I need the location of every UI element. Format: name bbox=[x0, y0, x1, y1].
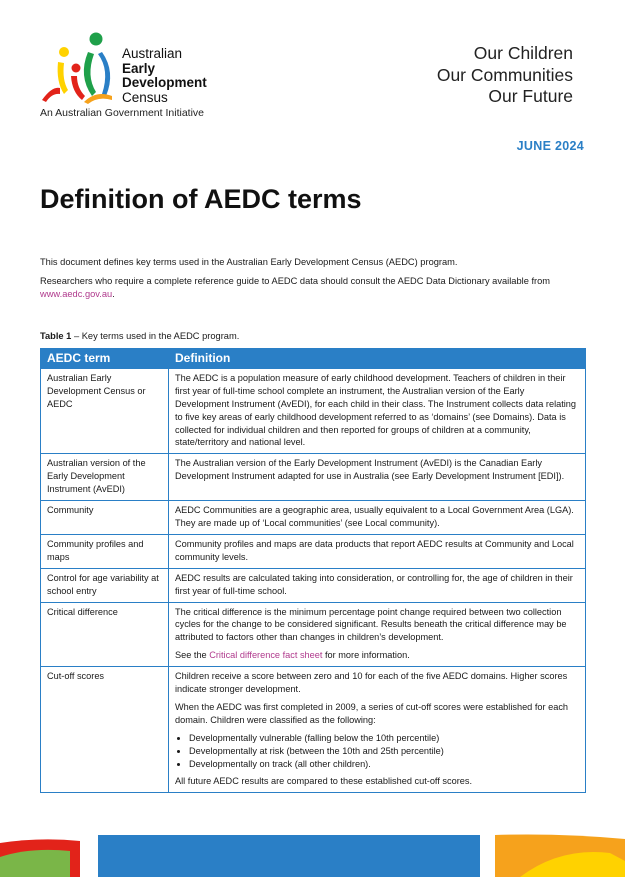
intro bbox=[40, 256, 585, 307]
definition-cell: The AEDC is a population measure of early childhood development. Teachers of children in their first year of full-time school complete an instrument, the Australian version of the Early Development Instrument (AvEDI), for each child in their class. The Instrument collects data relating to five key areas of early childhood development referred to as ‘domains’ (see Domains). Data is collected for individual children and then reported for groups of children at a community, state/territory and national level. bbox=[169, 368, 586, 453]
terms-table bbox=[40, 348, 586, 793]
logo-tagline: An Australian Government Initiative bbox=[40, 107, 205, 119]
table-row bbox=[41, 454, 586, 501]
definition-cell: The Australian version of the Early Development Instrument (AvEDI) is the Canadian Early Development Instrument adapted for use in Australia (see Early Development Instrument [EDI]). bbox=[169, 454, 586, 501]
list-item: • Developmentally on track (all other children). bbox=[189, 758, 579, 771]
definition-cell: AEDC Communities are a geographic area, usually equivalent to a Local Government Area (LGA). They are made up of ‘Local communities’ (see Local community). bbox=[169, 501, 586, 535]
table-row bbox=[41, 534, 586, 568]
logo-line-1: Australian bbox=[122, 46, 183, 61]
definition-text: The critical difference is the minimum percentage point change required between two collection cycles for the change to be considered significant. Results beneath the critical difference may be attributed to factors other than changes in children’s development. bbox=[175, 606, 567, 643]
term-cell: Cut-off scores bbox=[41, 667, 169, 793]
definition-cell bbox=[169, 602, 586, 667]
footer-color-band bbox=[0, 833, 625, 877]
table-header-row bbox=[41, 349, 586, 369]
column-header-term: AEDC term bbox=[41, 349, 169, 369]
column-header-definition: Definition bbox=[169, 349, 586, 369]
table-row bbox=[41, 667, 586, 793]
aedc-logo-figures-icon bbox=[38, 30, 118, 106]
table-row bbox=[41, 568, 586, 602]
definition-cell bbox=[169, 667, 586, 793]
table-row bbox=[41, 501, 586, 535]
table-row bbox=[41, 368, 586, 453]
publication-date: JUNE 2024 bbox=[516, 139, 584, 153]
logo-line-2: Early bbox=[122, 60, 156, 76]
term-cell: Australian version of the Early Development Instrument (AvEDI) bbox=[41, 454, 169, 501]
definition-cell: AEDC results are calculated taking into consideration, or controlling for, the age of children in their first year of full-time school. bbox=[169, 568, 586, 602]
logo-line-4: Census bbox=[122, 89, 168, 105]
definition-text: Children receive a score between zero and 10 for each of the five AEDC domains. Higher scores indicate stronger development. bbox=[175, 671, 568, 695]
definition-text: All future AEDC results are compared to these established cut-off scores. bbox=[175, 776, 473, 787]
cutoff-list bbox=[175, 732, 579, 771]
definition-text: When the AEDC was first completed in 2009, a series of cut-off scores were established for each domain. Children were classified as the following: bbox=[175, 701, 569, 725]
term-cell: Control for age variability at school entry bbox=[41, 568, 169, 602]
intro-paragraph-1: This document defines key terms used in the Australian Early Development Census (AEDC) program. bbox=[40, 257, 458, 267]
definition-see-also: See the Critical difference fact sheet for more information. bbox=[175, 650, 410, 661]
logo-line-3: Development bbox=[122, 75, 207, 90]
aedc-logo-wordmark bbox=[122, 47, 207, 105]
slogan-line-3: Our Future bbox=[488, 86, 573, 106]
term-cell: Community bbox=[41, 501, 169, 535]
critical-difference-fact-sheet-link[interactable]: Critical difference fact sheet bbox=[209, 650, 323, 661]
slogan-line-1: Our Children bbox=[473, 43, 573, 63]
term-cell: Community profiles and maps bbox=[41, 534, 169, 568]
term-cell: Australian Early Development Census or AEDC bbox=[41, 368, 169, 453]
term-cell: Critical difference bbox=[41, 602, 169, 667]
list-item: • Developmentally at risk (between the 10th and 25th percentile) bbox=[189, 745, 579, 758]
intro-paragraph-2: Researchers who require a complete reference guide to AEDC data should consult the AEDC Data Dictionary available from www.aedc.gov.au. bbox=[40, 276, 551, 299]
aedc-logo bbox=[38, 30, 228, 122]
aedc-website-link[interactable]: www.aedc.gov.au bbox=[40, 289, 113, 299]
page-title: Definition of AEDC terms bbox=[40, 184, 362, 214]
definition-cell: Community profiles and maps are data products that report AEDC results at Community and Local community levels. bbox=[169, 534, 586, 568]
slogan bbox=[437, 43, 573, 108]
table-caption: Table 1 – Key terms used in the AEDC program. bbox=[40, 331, 240, 341]
slogan-line-2: Our Communities bbox=[436, 64, 573, 85]
table-row bbox=[41, 602, 586, 667]
list-item: • Developmentally vulnerable (falling below the 10th percentile) bbox=[189, 732, 579, 745]
